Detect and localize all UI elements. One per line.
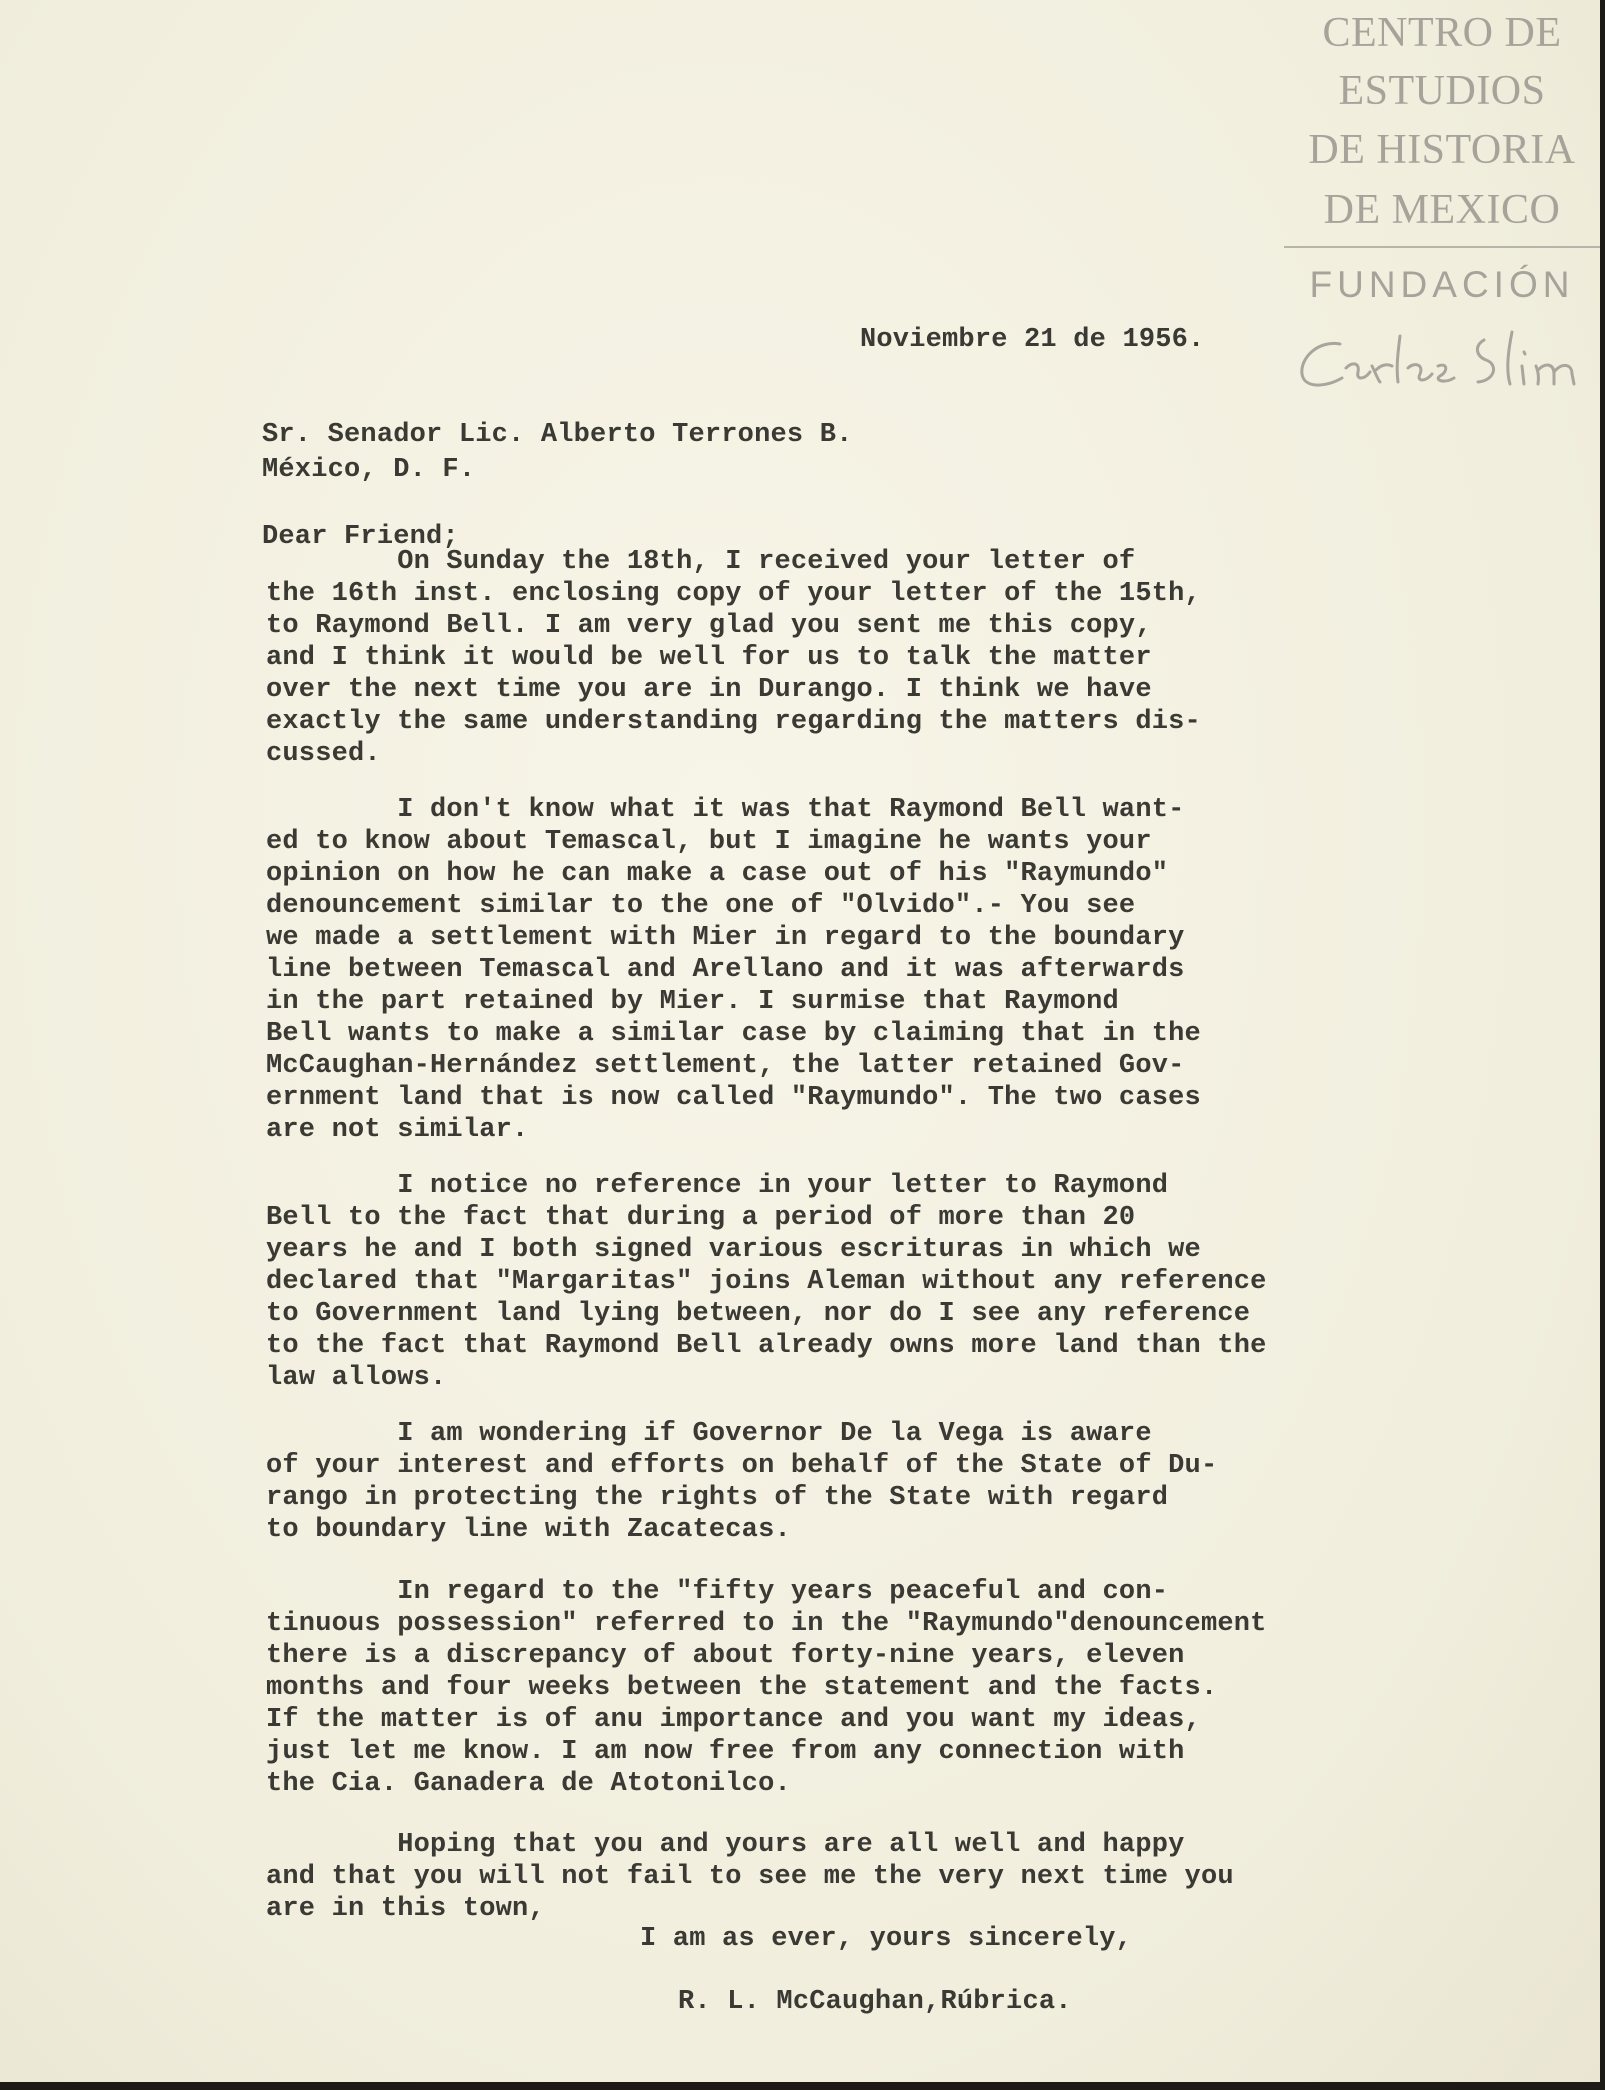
letter-line: years he and I both signed various escrituras in which we bbox=[266, 1235, 1201, 1265]
letter-line: cussed. bbox=[266, 739, 381, 769]
letter-line: I notice no reference in your letter to Raymond bbox=[266, 1171, 1169, 1201]
archive-stamp bbox=[1284, 0, 1600, 395]
letter-line: McCaughan-Hernández settlement, the latter retained Gov- bbox=[266, 1051, 1185, 1081]
stamp-line: CENTRO DE bbox=[1322, 10, 1562, 56]
letter-line: the Cia. Ganadera de Atotonilco. bbox=[266, 1769, 791, 1799]
letter-line: of your interest and efforts on behalf of the State of Du- bbox=[266, 1451, 1218, 1481]
salutation: Dear Friend; bbox=[262, 522, 459, 552]
letter-line: to Government land lying between, nor do I see any reference bbox=[266, 1299, 1251, 1329]
letter-line: to the fact that Raymond Bell already owns more land than the bbox=[266, 1331, 1267, 1361]
letter-line: over the next time you are in Durango. I think we have bbox=[266, 675, 1152, 705]
letter-line: Bell wants to make a similar case by claiming that in the bbox=[266, 1019, 1201, 1049]
letter-line: ed to know about Temascal, but I imagine he wants your bbox=[266, 827, 1152, 857]
letter-line: In regard to the "fifty years peaceful and con- bbox=[266, 1577, 1169, 1607]
letter-line: there is a discrepancy of about forty-nine years, eleven bbox=[266, 1641, 1185, 1671]
letter-line: denouncement similar to the one of "Olvido".- You see bbox=[266, 891, 1136, 921]
letter-line: line between Temascal and Arellano and it was afterwards bbox=[266, 955, 1185, 985]
letter-line: and I think it would be well for us to talk the matter bbox=[266, 643, 1152, 673]
letter-date: Noviembre 21 de 1956. bbox=[860, 325, 1205, 355]
letter-line: to boundary line with Zacatecas. bbox=[266, 1515, 791, 1545]
letter-line: to Raymond Bell. I am very glad you sent me this copy, bbox=[266, 611, 1152, 641]
letter-line: months and four weeks between the statement and the facts. bbox=[266, 1673, 1218, 1703]
letter-line: I don't know what it was that Raymond Bell want- bbox=[266, 795, 1185, 825]
letter-line: the 16th inst. enclosing copy of your letter of the 15th, bbox=[266, 579, 1201, 609]
letter-line: are in this town, bbox=[266, 1894, 545, 1924]
letter-line: and that you will not fail to see me the very next time you bbox=[266, 1862, 1234, 1892]
letter-line: On Sunday the 18th, I received your letter of bbox=[266, 547, 1136, 577]
stamp-foundation-label: FUNDACIÓN bbox=[1309, 264, 1575, 305]
recipient-line: Sr. Senador Lic. Alberto Terrones B. bbox=[262, 420, 853, 450]
letter-line: Bell to the fact that during a period of more than 20 bbox=[266, 1203, 1136, 1233]
handwritten-signature-icon bbox=[1288, 322, 1598, 402]
letter-line: just let me know. I am now free from any connection with bbox=[266, 1737, 1185, 1767]
letter-line: law allows. bbox=[266, 1363, 447, 1393]
letter-line: exactly the same understanding regarding the matters dis- bbox=[266, 707, 1201, 737]
letter-line: declared that "Margaritas" joins Aleman without any reference bbox=[266, 1267, 1267, 1297]
stamp-divider bbox=[1284, 246, 1600, 248]
letter-line: are not similar. bbox=[266, 1115, 529, 1145]
letter-line: Hoping that you and yours are all well and happy bbox=[266, 1830, 1185, 1860]
letter-line: in the part retained by Mier. I surmise that Raymond bbox=[266, 987, 1119, 1017]
stamp-line: DE HISTORIA bbox=[1308, 127, 1576, 173]
recipient-line: México, D. F. bbox=[262, 455, 476, 485]
letter-line: ernment land that is now called "Raymundo". The two cases bbox=[266, 1083, 1201, 1113]
stamp-line: ESTUDIOS bbox=[1338, 68, 1546, 114]
letter-line: we made a settlement with Mier in regard to the boundary bbox=[266, 923, 1185, 953]
letter-line: tinuous possession" referred to in the "Raymundo"denouncement bbox=[266, 1609, 1267, 1639]
letter-signature: R. L. McCaughan,Rúbrica. bbox=[678, 1987, 1072, 2017]
letter-closing: I am as ever, yours sincerely, bbox=[640, 1924, 1133, 1954]
letter-line: rango in protecting the rights of the State with regard bbox=[266, 1483, 1169, 1513]
stamp-line: DE MEXICO bbox=[1323, 187, 1561, 233]
letter-line: I am wondering if Governor De la Vega is aware bbox=[266, 1419, 1152, 1449]
letter-line: If the matter is of anu importance and you want my ideas, bbox=[266, 1705, 1201, 1735]
letter-line: opinion on how he can make a case out of his "Raymundo" bbox=[266, 859, 1169, 889]
